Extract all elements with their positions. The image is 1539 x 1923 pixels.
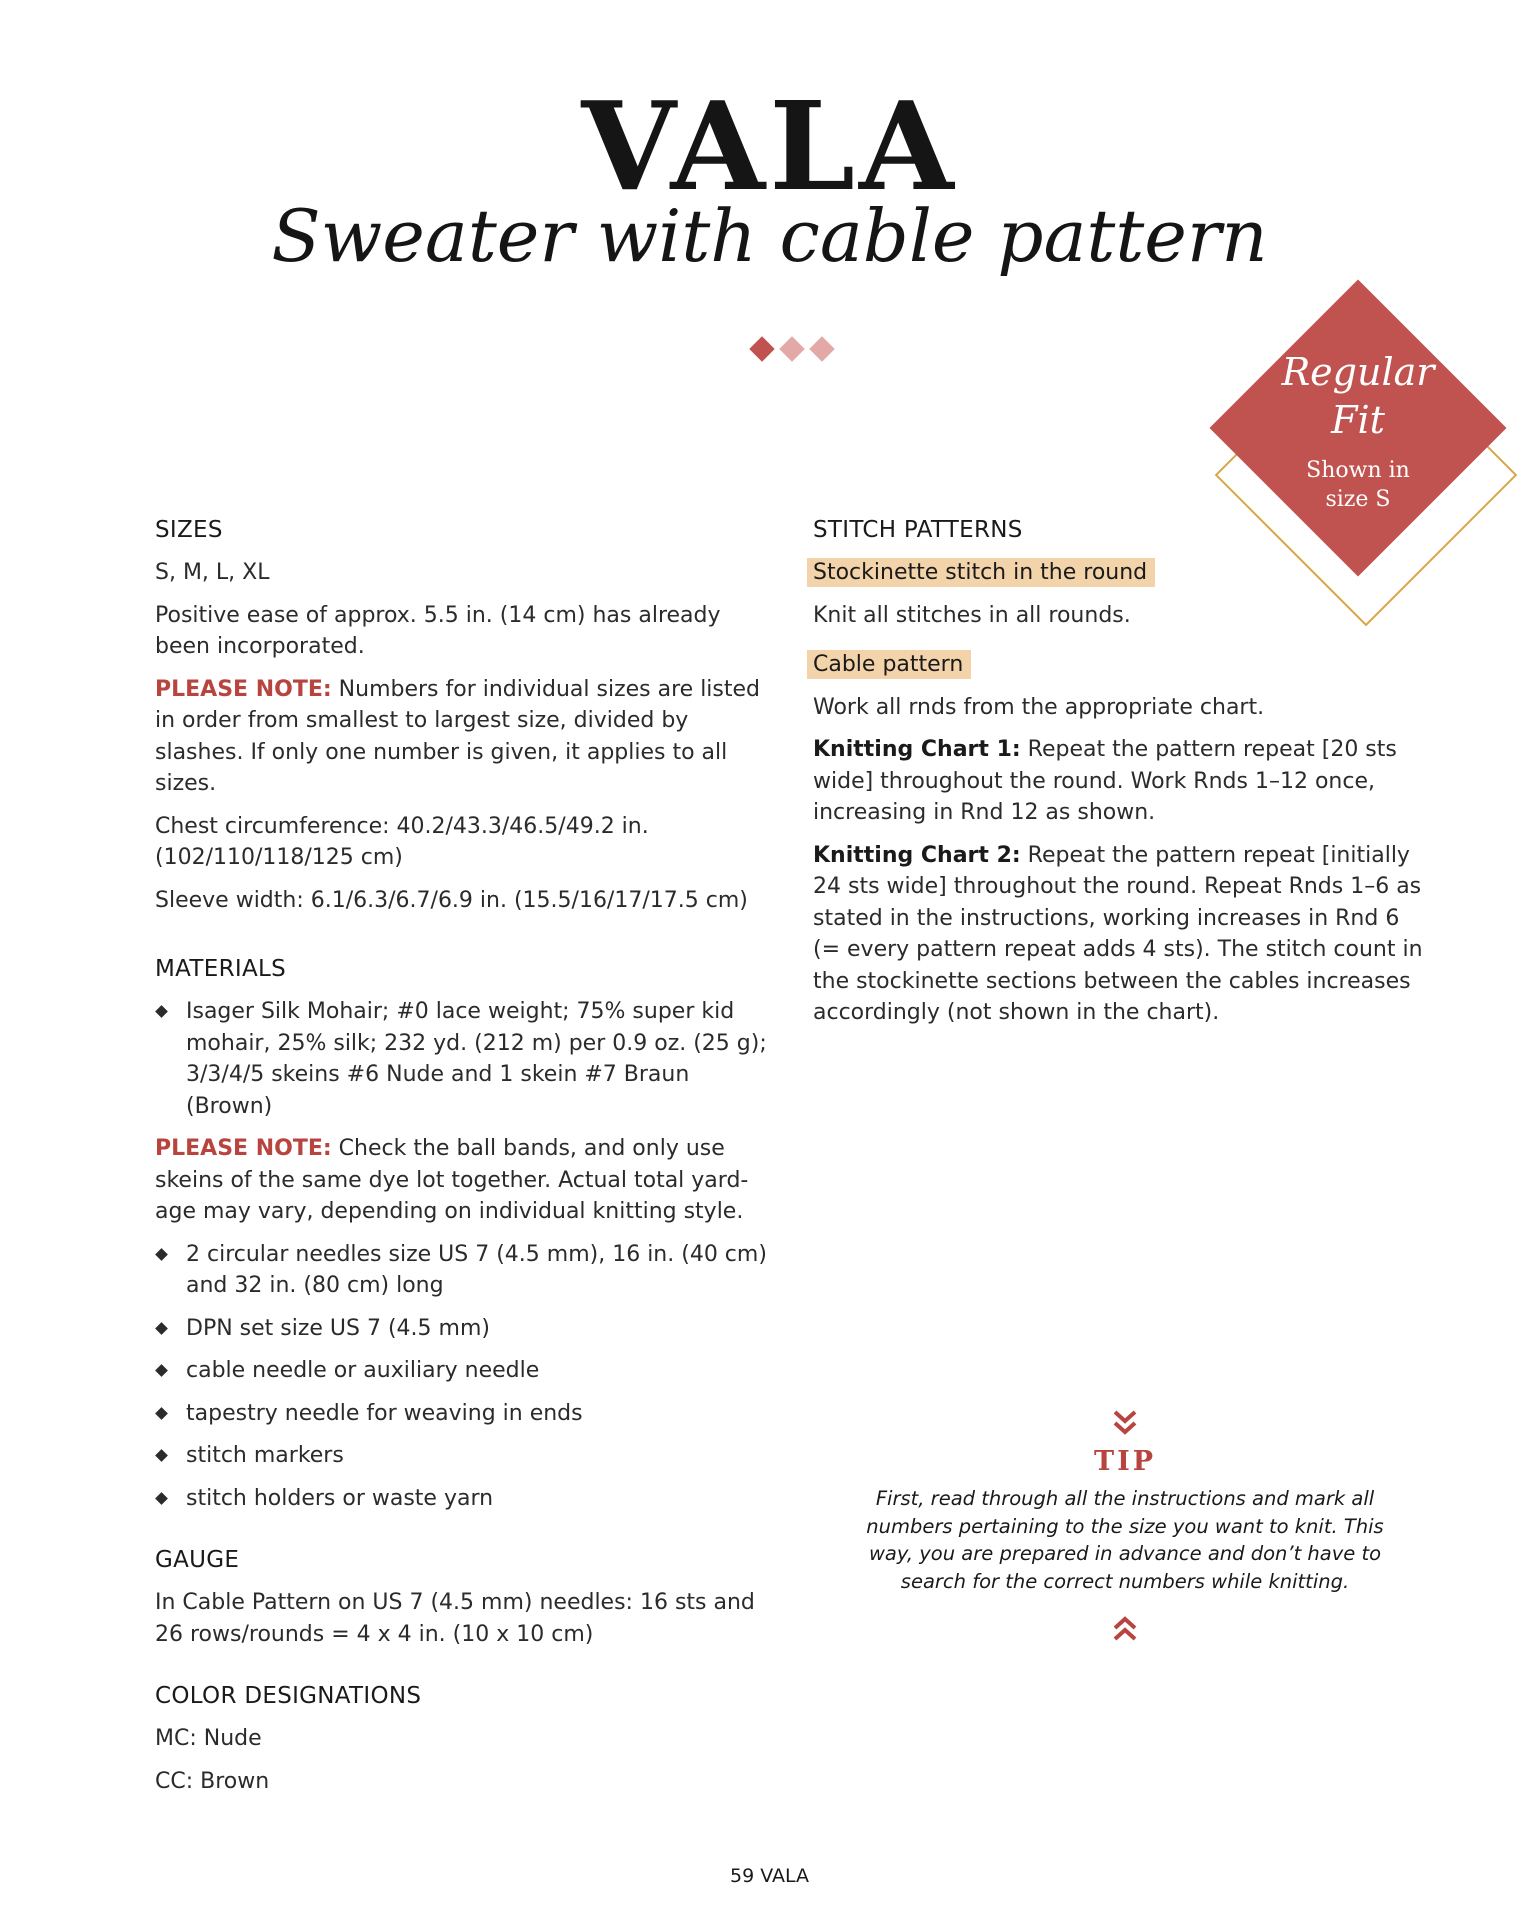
chest-circumference: Chest circumference: 40.2/43.3/46.5/49.2 in. (102/110/118/125 cm) — [155, 813, 649, 870]
tip-box — [855, 1408, 1395, 1643]
list-item-text: Isager Silk Mohair; #0 lace weight; 75% super kid mohair, 25% silk; 232 yd. (212 m) per 0.9 oz. (25 g); 3/3/4/5 skeins #6 Nude and 1 skein #7 Braun (Brown) — [186, 999, 767, 1119]
list-item-text: DPN set size US 7 (4.5 mm) — [186, 1315, 490, 1341]
note-text: Check the ball bands, and only use skeins of the same dye lot together. Actual total yard-age may vary, depending on individual knitting style. — [155, 1136, 749, 1224]
list-item-text: stitch markers — [186, 1443, 344, 1468]
ease-text: Positive ease of approx. 5.5 in. (14 cm) has already been incorporated. — [155, 602, 721, 659]
list-item — [155, 1483, 780, 1515]
chart1-body: Repeat the pattern repeat [20 sts wide] throughout the round. Work Rnds 1–12 once, increasing in Rnd 12 as shown. — [813, 737, 1397, 825]
decorative-diamonds — [747, 336, 847, 366]
chart2-text — [813, 840, 1433, 1029]
diamond-icon — [809, 336, 834, 361]
note-label: PLEASE NOTE: — [155, 1136, 332, 1161]
chevron-down-icon — [1110, 1408, 1140, 1438]
bullet-diamond-icon — [155, 1248, 168, 1261]
right-column — [813, 515, 1433, 1040]
page-footer: 59 VALA — [729, 1865, 809, 1887]
tools-list — [155, 1239, 780, 1515]
bullet-diamond-icon — [155, 1364, 168, 1377]
badge-script-fit: Fit — [1331, 398, 1385, 442]
sizes-heading: SIZES — [155, 517, 223, 543]
note-label: PLEASE NOTE: — [155, 676, 332, 702]
bullet-diamond-icon — [155, 1322, 168, 1335]
list-item — [155, 996, 780, 1122]
bullet-diamond-icon — [155, 1492, 168, 1505]
tip-text: First, read through all the instructions and mark all numbers pertaining to the size you want to knit. This way, you are prepared in advance and don’t have to search for the correct numbers while knitting. — [866, 1487, 1384, 1593]
sizes-note — [155, 674, 780, 800]
sizes-list: S, M, L, XL — [155, 560, 270, 585]
list-item — [155, 1239, 780, 1302]
color-mc: MC: Nude — [155, 1726, 262, 1751]
stockinette-label: Stockinette stitch in the round — [807, 558, 1155, 587]
left-column — [155, 515, 780, 1808]
note-text: Numbers for individual sizes are listed in order from smallest to largest size, divided by slashes. If only one number is given, it applies to all sizes. — [155, 676, 761, 796]
sleeve-width: Sleeve width: 6.1/6.3/6.7/6.9 in. (15.5/16/17/17.5 cm) — [155, 887, 748, 913]
color-cc: CC: Brown — [155, 1768, 270, 1794]
list-item-text: cable needle or auxiliary needle — [186, 1358, 540, 1383]
diamond-icon — [749, 336, 774, 361]
tip-title: TIP — [1093, 1446, 1157, 1477]
pattern-title: VALA — [581, 74, 958, 218]
cable-pattern-label: Cable pattern — [807, 650, 971, 679]
chart1-text — [813, 734, 1433, 829]
diamond-icon — [779, 336, 804, 361]
list-item — [155, 1355, 780, 1387]
bullet-diamond-icon — [155, 1407, 168, 1420]
stockinette-text: Knit all stitches in all rounds. — [813, 602, 1131, 628]
chart2-body: Repeat the pattern repeat [initially 24 sts wide] throughout the round. Repeat Rnds 1–6 as stated in the instructions, working increases in Rnd 6 (= every pattern repeat adds 4 sts). The stitch count in the stockinette sections between the cables increases accordingly (not shown in the chart). — [813, 842, 1423, 1025]
chevron-up-icon — [1110, 1613, 1140, 1643]
badge-size: size S — [1325, 487, 1391, 512]
gauge-heading: GAUGE — [155, 1547, 240, 1573]
pattern-subtitle: Sweater with cable pattern — [271, 194, 1268, 278]
bullet-diamond-icon — [155, 1005, 168, 1018]
badge-script-regular: Regular — [1281, 350, 1435, 394]
chart1-label: Knitting Chart 1: — [813, 737, 1021, 762]
list-item — [155, 1313, 780, 1345]
bullet-diamond-icon — [155, 1449, 168, 1462]
cable-pattern-text: Work all rnds from the appropriate chart. — [813, 694, 1265, 720]
color-designations-heading: COLOR DESIGNATIONS — [155, 1683, 422, 1709]
chart2-label: Knitting Chart 2: — [813, 842, 1021, 868]
materials-list — [155, 996, 780, 1122]
badge-shown-in: Shown in — [1306, 458, 1410, 483]
list-item-text: stitch holders or waste yarn — [186, 1485, 494, 1511]
materials-heading: MATERIALS — [155, 956, 286, 982]
gauge-text: In Cable Pattern on US 7 (4.5 mm) needles: 16 sts and 26 rows/rounds = 4 x 4 in. (10 x 10 cm) — [155, 1590, 755, 1647]
list-item-text: 2 circular needles size US 7 (4.5 mm), 16 in. (40 cm) and 32 in. (80 cm) long — [186, 1241, 767, 1298]
list-item-text: tapestry needle for weaving in ends — [186, 1400, 583, 1426]
list-item — [155, 1440, 780, 1472]
stitch-patterns-heading: STITCH PATTERNS — [813, 517, 1023, 543]
list-item — [155, 1398, 780, 1430]
materials-note — [155, 1133, 780, 1228]
